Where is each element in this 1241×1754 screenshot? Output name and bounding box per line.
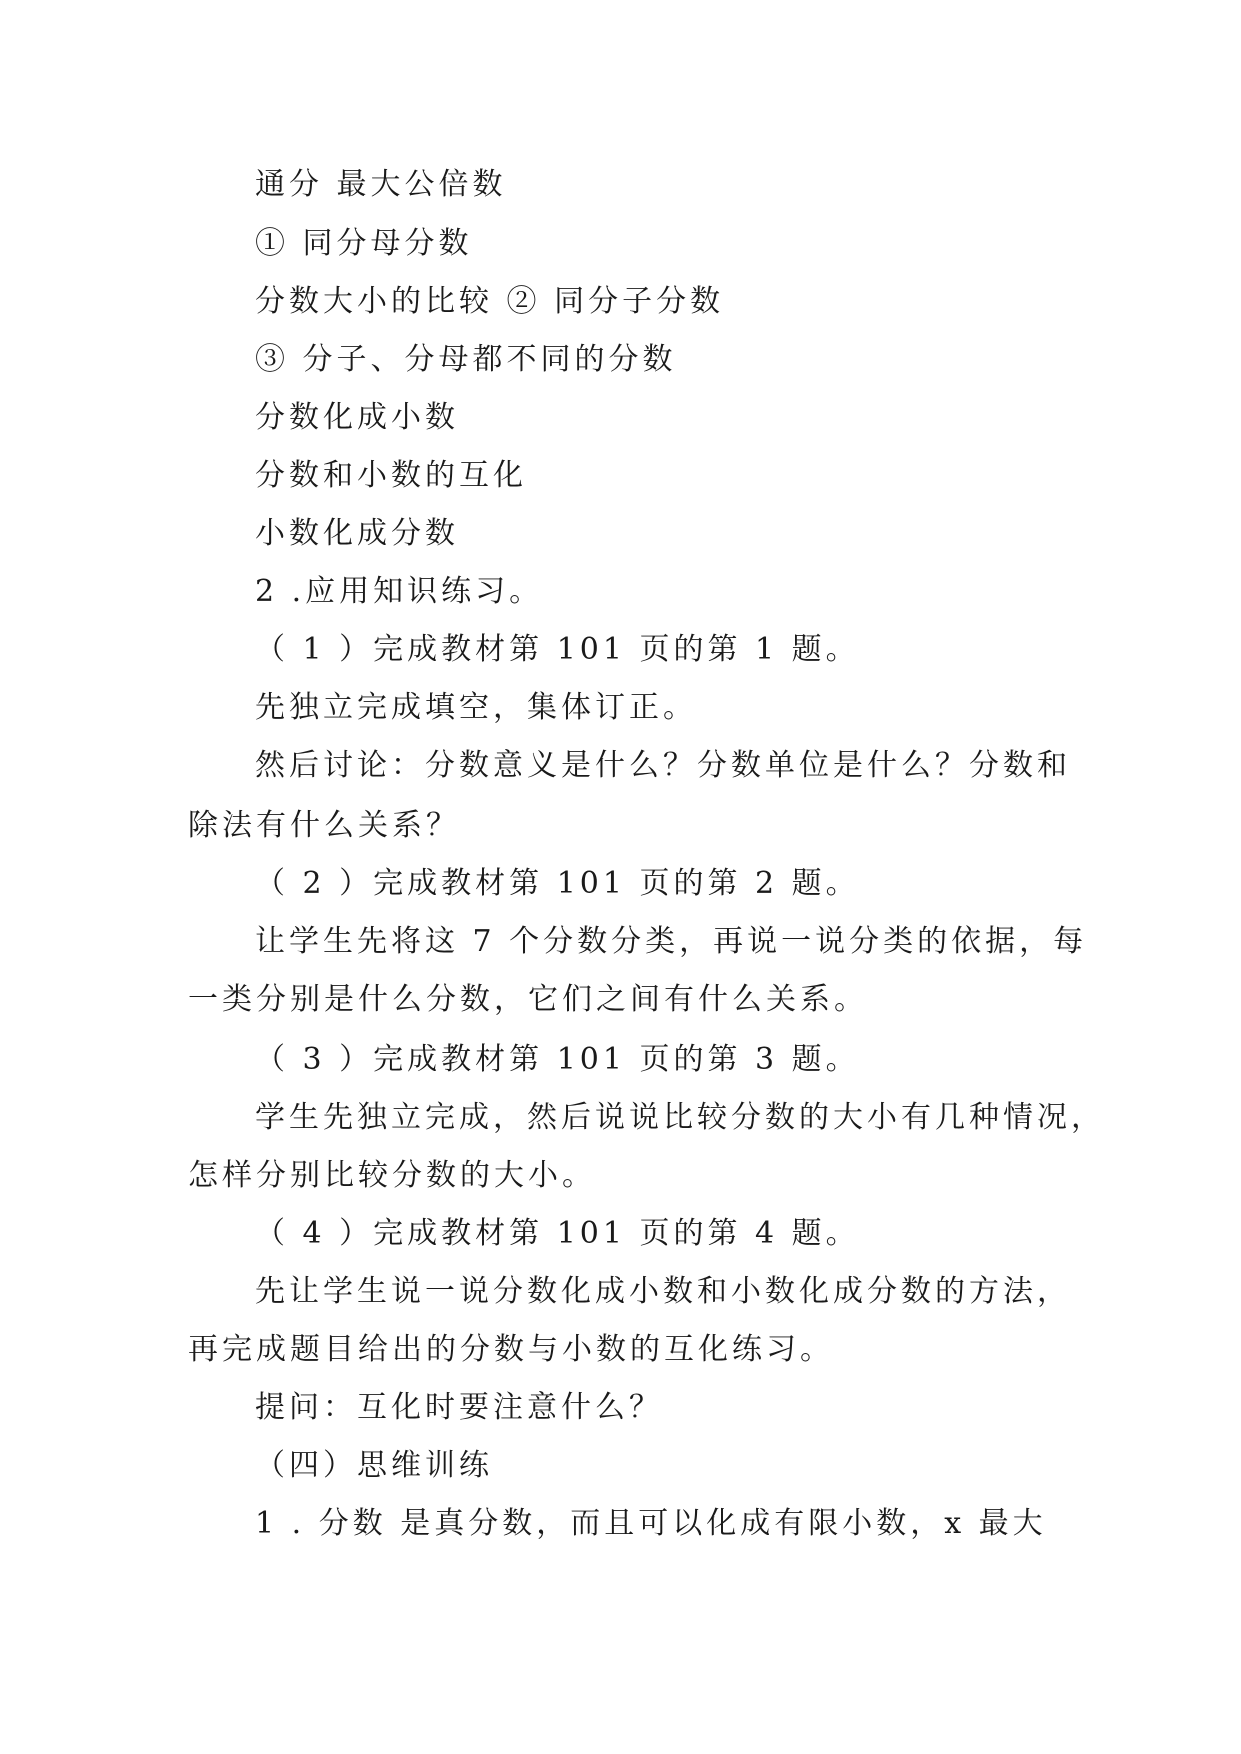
text-line-9: （ 1 ）完成教材第 101 页的第 1 题。: [255, 632, 860, 667]
text-line-11: 然后讨论：分数意义是什么？分数单位是什么？分数和: [255, 748, 1071, 783]
text-line-8: 2 .应用知识练习。: [255, 574, 544, 609]
text-line-15: 一类分别是什么分数，它们之间有什么关系。: [188, 982, 868, 1017]
text-line-19: （ 4 ）完成教材第 101 页的第 4 题。: [255, 1216, 860, 1251]
text-line-23: （四）思维训练: [255, 1448, 493, 1483]
text-line-17: 学生先独立完成，然后说说比较分数的大小有几种情况，: [255, 1100, 1105, 1135]
text-line-21: 再完成题目给出的分数与小数的互化练习。: [188, 1332, 834, 1367]
text-line-5: 分数化成小数: [255, 400, 459, 435]
text-line-16: （ 3 ）完成教材第 101 页的第 3 题。: [255, 1042, 860, 1077]
text-line-18: 怎样分别比较分数的大小。: [188, 1158, 596, 1193]
text-line-1: 通分 最大公倍数: [255, 167, 507, 202]
text-line-4: ③ 分子、分母都不同的分数: [255, 342, 677, 377]
text-line-3: 分数大小的比较 ② 同分子分数: [255, 284, 725, 319]
text-line-20: 先让学生说一说分数化成小数和小数化成分数的方法，: [255, 1274, 1071, 1309]
text-line-10: 先独立完成填空，集体订正。: [255, 690, 697, 725]
text-line-6: 分数和小数的互化: [255, 458, 527, 493]
text-line-12: 除法有什么关系？: [188, 808, 460, 843]
text-line-2: ① 同分母分数: [255, 226, 473, 261]
text-line-13: （ 2 ）完成教材第 101 页的第 2 题。: [255, 866, 860, 901]
text-line-22: 提问：互化时要注意什么？: [255, 1390, 663, 1425]
text-line-14: 让学生先将这 7 个分数分类，再说一说分类的依据，每: [255, 924, 1088, 959]
text-line-24: 1 . 分数 是真分数，而且可以化成有限小数，x 最大: [255, 1506, 1047, 1541]
text-line-7: 小数化成分数: [255, 516, 459, 551]
